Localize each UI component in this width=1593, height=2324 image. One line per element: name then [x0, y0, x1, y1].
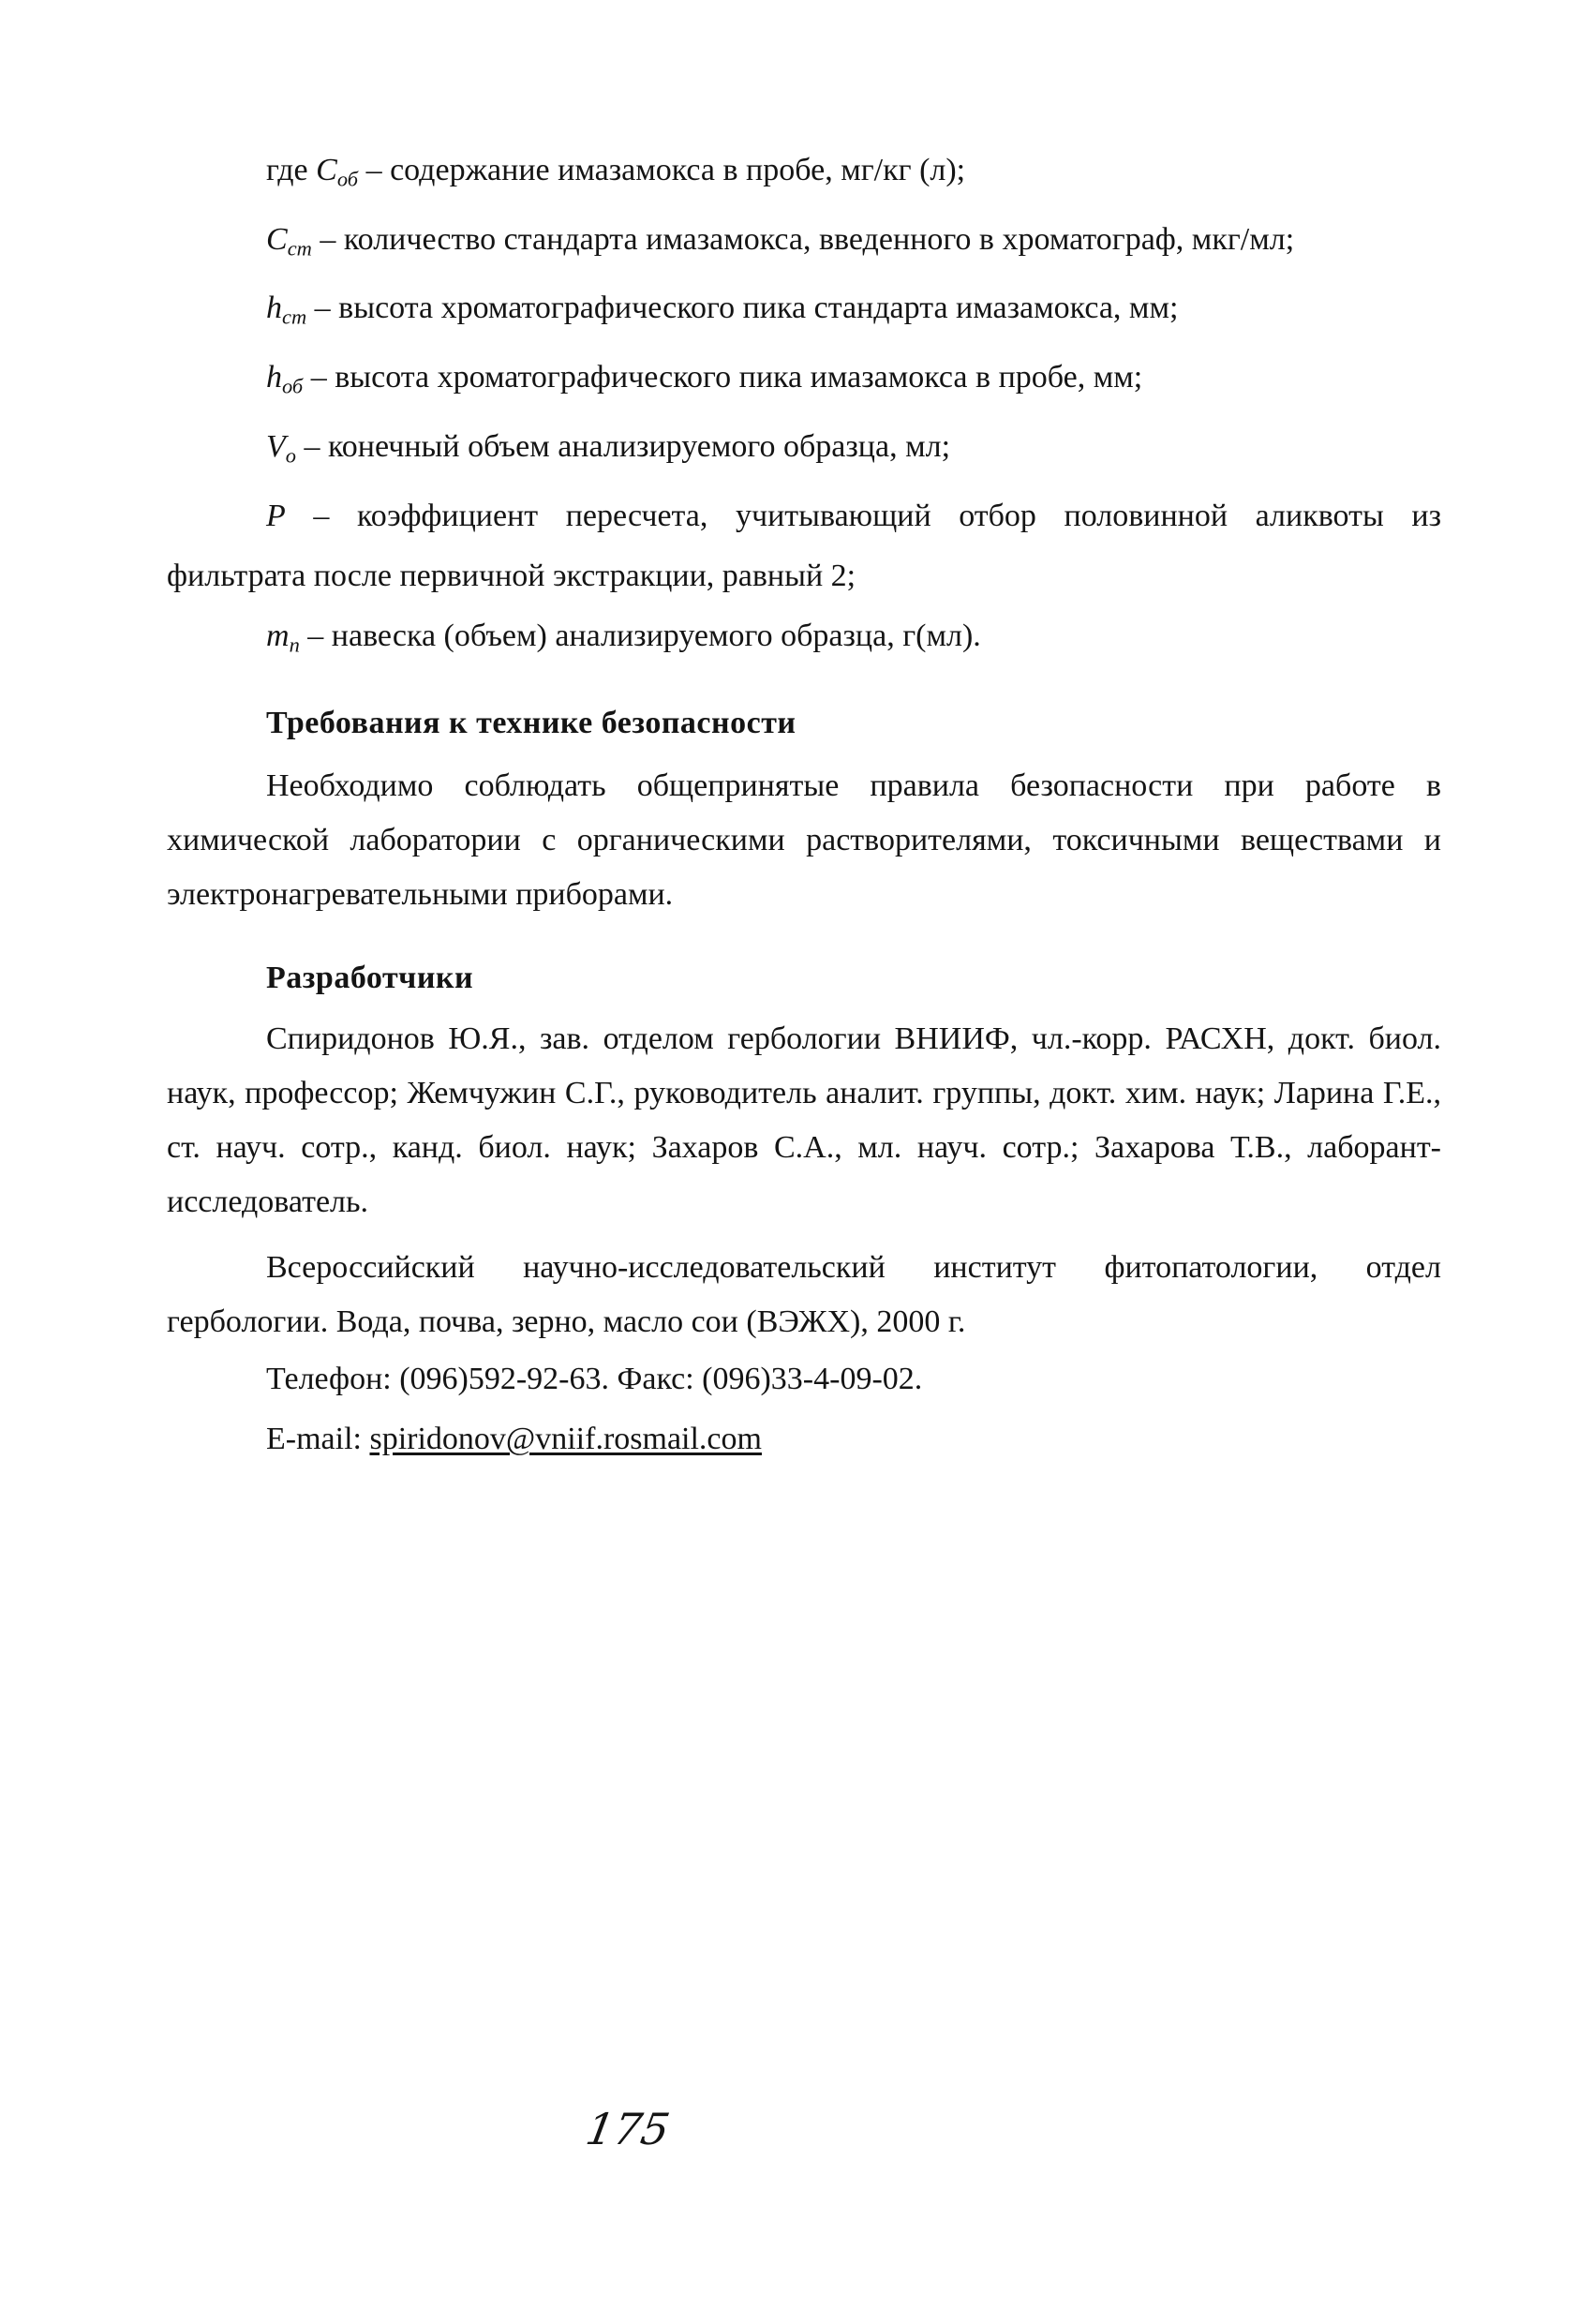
- developers-institute: Всероссийский научно-исследовательский институт фитопатологии, отдел гербологии. Вода, почва, зерно, масло сои (ВЭЖХ), 2000 г.: [167, 1250, 1441, 1340]
- legend-h-st-text: – высота хроматографического пика стандарта имазамокса, мм;: [306, 290, 1179, 326]
- email-label: E-mail:: [266, 1422, 370, 1457]
- symbol-c-ob: $C_{об}$: [316, 153, 359, 191]
- email-link[interactable]: spiridonov@vniif.rosmail.com: [369, 1422, 762, 1457]
- legend-c-st: [167, 210, 1441, 279]
- page-number: 175: [582, 2104, 674, 2154]
- legend-c-ob: [167, 141, 1441, 210]
- symbol-h-ob: $h_{об}$: [266, 360, 304, 398]
- legend-h-st: [167, 278, 1441, 348]
- developers-authors: Спиридонов Ю.Я., зав. отделом гербологии ВНИИФ, чл.-корр. РАСХН, докт. биол. наук, профессор; Жемчужин С.Г., руководитель аналит. группы, докт. хим. наук; Ларина Г.Е., ст. науч. сотр., канд. биол. наук; Захаров С.А., мл. науч. сотр.; Захарова Т.В., лаборант-исследователь.: [167, 1021, 1441, 1220]
- safety-heading: Требования к технике безопасности: [266, 706, 796, 741]
- symbol-v-o: $V_о$: [266, 428, 296, 468]
- safety-text: Необходимо соблюдать общепринятые правила безопасности при работе в химической лаборатории с органическими растворителями, токсичными веществами и электронагревательными приборами.: [167, 768, 1441, 913]
- legend-v-o: [167, 417, 1441, 486]
- contact-phone: Телефон: (096)592-92-63. Факс: (096)33-4-09-02.: [266, 1362, 923, 1397]
- symbol-c-st: $C_{ст}$: [266, 221, 312, 261]
- contact-email: [167, 1409, 1441, 1469]
- legend-h-ob-text: – высота хроматографического пика имазамокса в пробе, мм;: [303, 360, 1143, 395]
- symbol-m-n: $m_п$: [266, 618, 300, 657]
- symbol-p: P: [266, 498, 286, 533]
- legend-m-n: [167, 606, 1441, 676]
- document-page: [167, 141, 1441, 1469]
- legend-p-line1: [167, 486, 1441, 546]
- legend-prefix: где: [266, 153, 317, 187]
- legend-p-line2: фильтрата после первичной экстракции, равный 2;: [167, 558, 856, 593]
- legend-h-ob: [167, 348, 1441, 417]
- symbol-h-st: $h_{ст}$: [266, 290, 307, 330]
- legend-m-n-text: – навеска (объем) анализируемого образца, г(мл).: [299, 618, 981, 653]
- developers-heading: Разработчики: [266, 961, 474, 996]
- legend-v-o-text: – конечный объем анализируемого образца, мл;: [296, 428, 951, 464]
- legend-p-text-line1: – коэффициент пересчета, учитывающий отбор половинной аликвоты из: [285, 498, 1441, 533]
- legend-c-st-text: – количество стандарта имазамокса, введенного в хроматограф, мкг/мл;: [311, 221, 1295, 257]
- legend-c-ob-text: – содержание имазамокса в пробе, мг/кг (л);: [358, 153, 966, 187]
